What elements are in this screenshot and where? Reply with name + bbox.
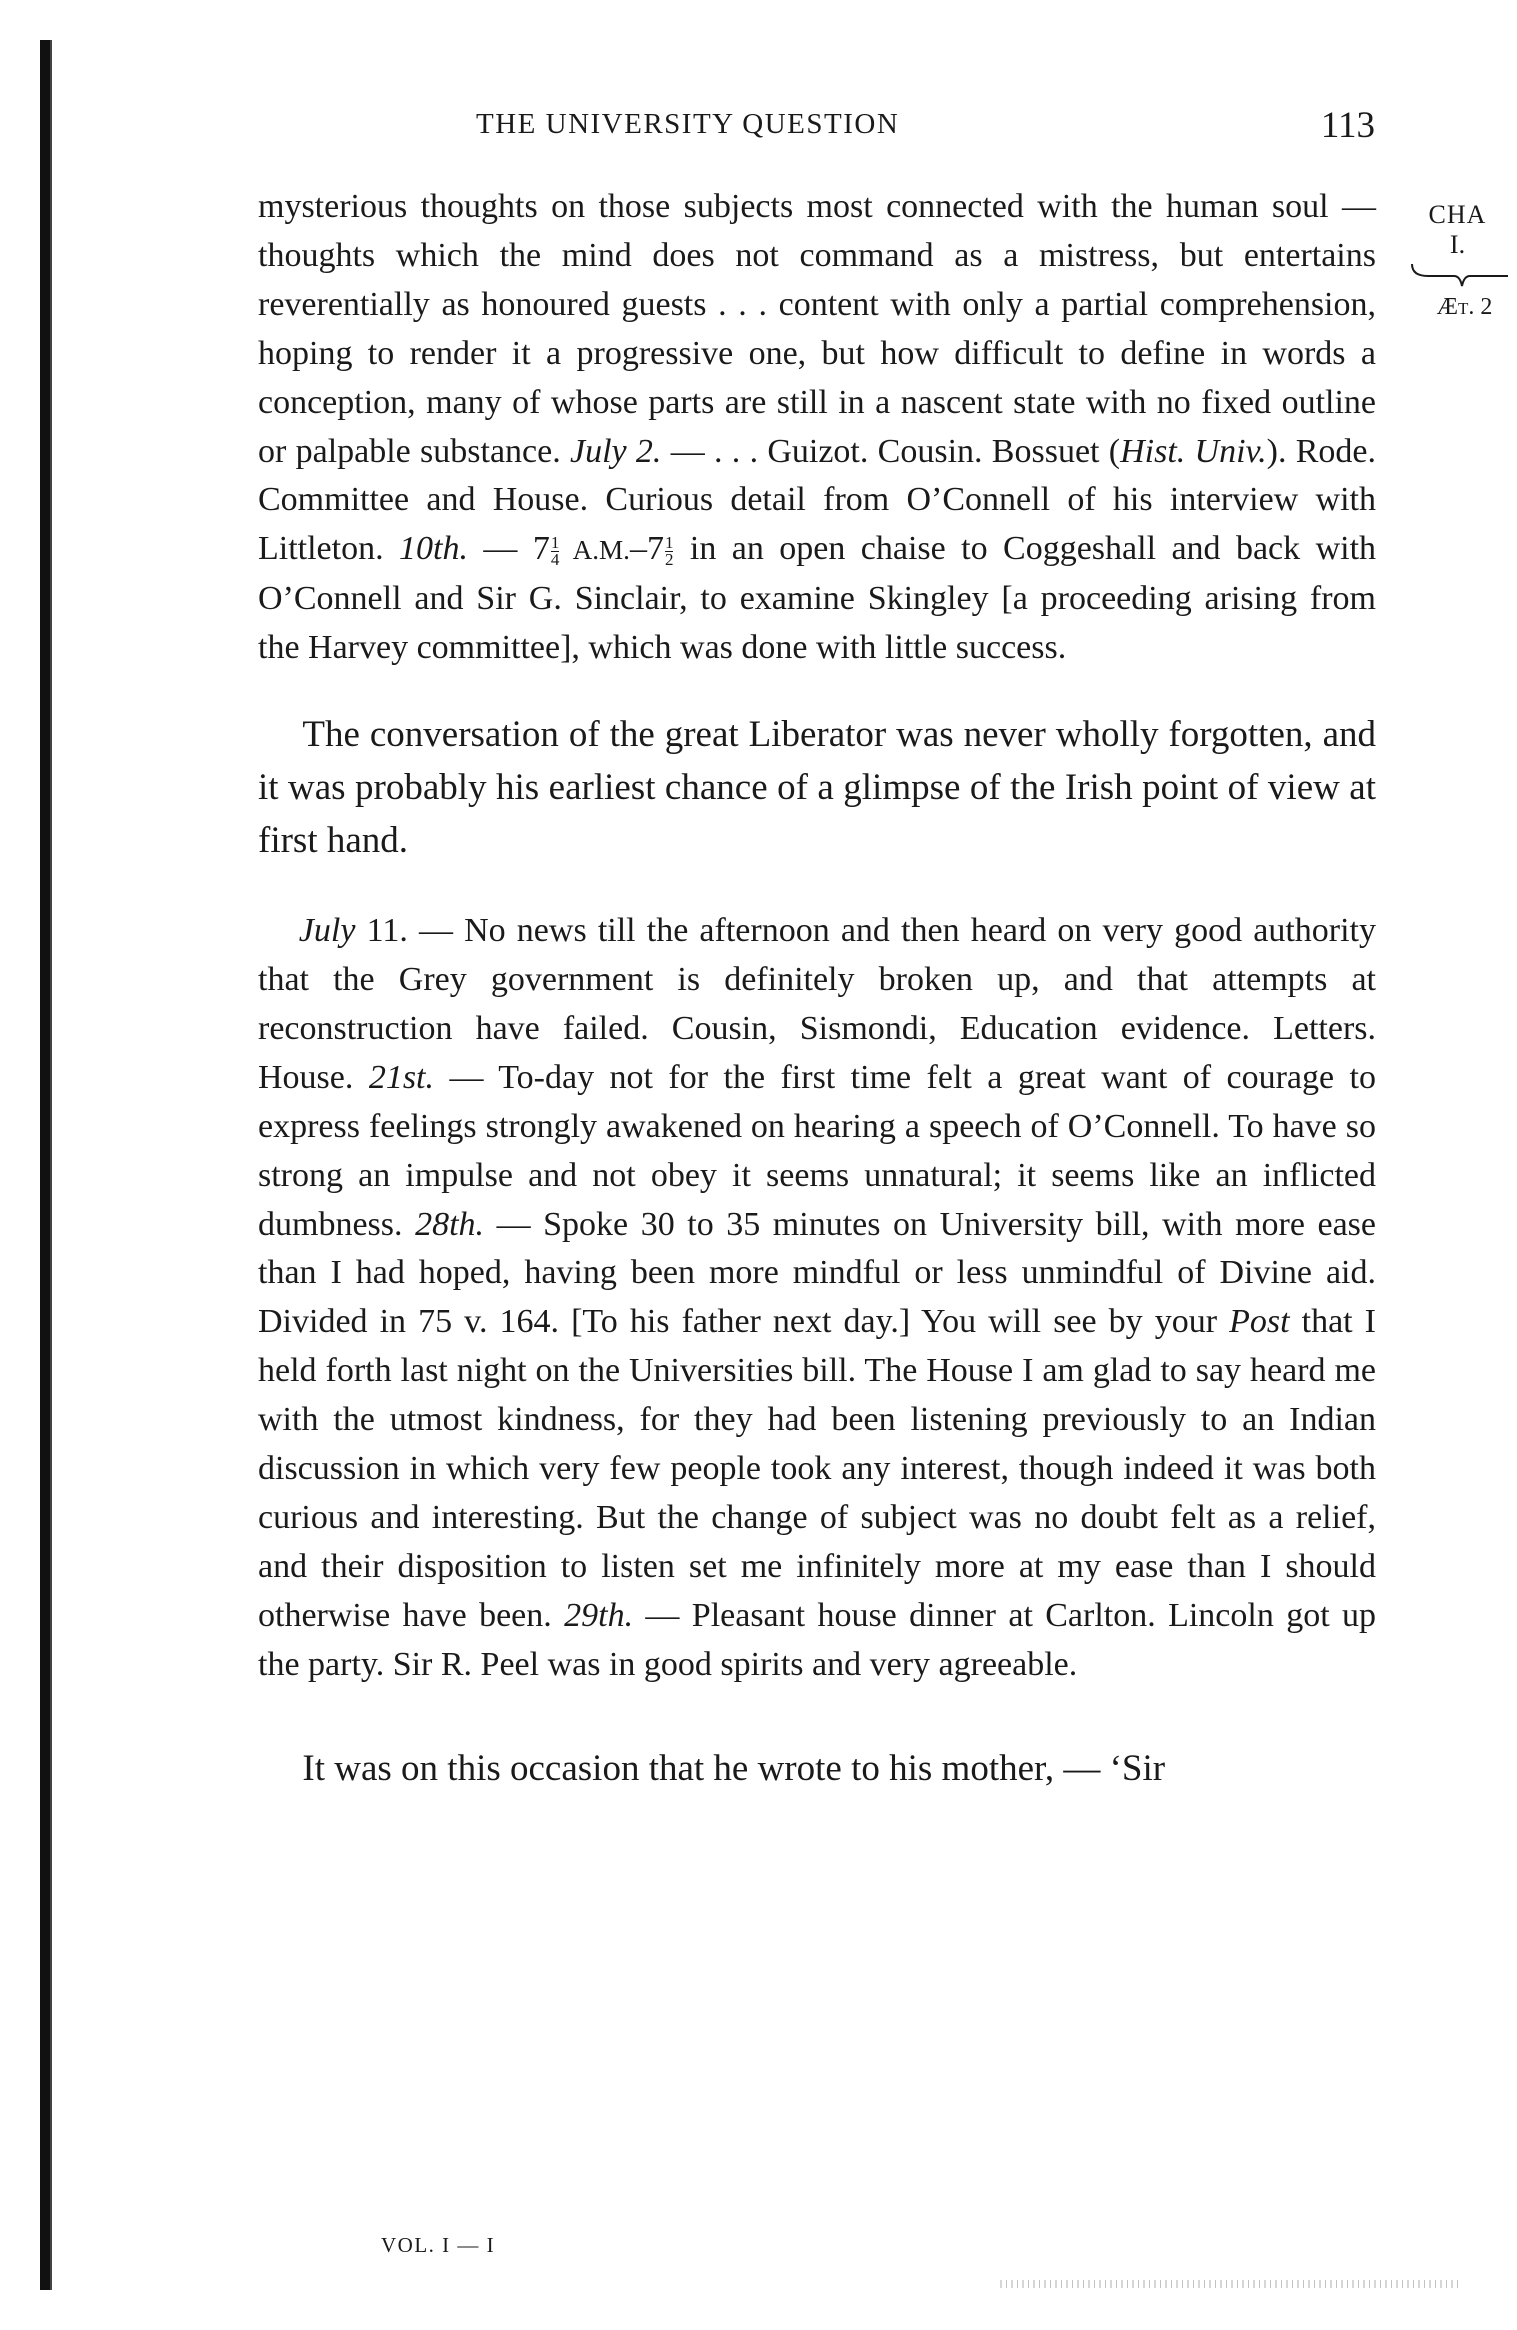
journal-text: mysterious thoughts on those subjects most connected with the human soul — thoughts which the mind does not command as a mistress, but entertains reverentially as honoured guests . . . content with only a partial comprehension, hoping to render it a progressive one, but how difficult to define in words a conception, many of whose parts are still in a nascent state with no fixed outline or palpable substance. (258, 188, 1376, 470)
book-title-hist-univ: Hist. Univ. (1120, 432, 1267, 470)
date-10th: 10th. (399, 530, 468, 568)
journal-text: 11. — No news till the afternoon and then heard on very good authority that the Grey government is definitely broken up, and that attempts at reconstruction have failed. Cousin, Sismondi, Education evidence. Letters. House. (258, 912, 1376, 1096)
journal-entry-july-11-29 (258, 907, 1376, 1690)
page-body (258, 183, 1376, 1795)
scan-artifact (1000, 2280, 1460, 2288)
journal-text: in an open chaise to Coggeshall and back with O’Connell and Sir G. Sinclair, to examine Skingley [a proceeding arising from the Harvey committee], which was done with little success. (258, 530, 1377, 667)
margin-note-chapter: CHA (1428, 200, 1487, 229)
page-number: 113 (1320, 105, 1375, 146)
book-binding-edge (40, 40, 52, 2290)
fraction-quarter: $\frac{1}{4}$ (550, 532, 560, 570)
journal-text: — . . . Guizot. Cousin. Bossuet ( (661, 432, 1121, 470)
date-21st: 21st. (368, 1058, 435, 1096)
narrative-paragraph-final: It was on this occasion that he wrote to his mother, — ‘Sir (302, 1747, 1166, 1789)
journal-text: that I held forth last night on the Universities bill. The House I am glad to say heard me with the utmost kindness, for they had been listening previously to an Indian discussion in which very few people took any interest, though indeed it was both curious and interesting. But the change of subject was no doubt felt as a relief, and their disposition to listen set me infinitely more at my ease than I should otherwise have been. (258, 1303, 1377, 1634)
curly-brace-icon (1408, 260, 1508, 292)
journal-text: — To-day not for the first time felt a great want of courage to express feelings strongly awakened on hearing a speech of O’Connell. To have so strong an impulse and not obey it seems unnatural; it seems like an inflicted dumbness. (258, 1058, 1376, 1243)
newspaper-title-post: Post (1229, 1303, 1290, 1341)
printer-signature-mark: VOL. I — I (381, 2233, 496, 2257)
date-29th: 29th. (564, 1596, 634, 1634)
time-text: –7 (629, 530, 664, 568)
date-july-2: July 2. (570, 432, 662, 470)
time-text: — 7 (467, 530, 550, 568)
narrative-paragraph: The conversation of the great Liberator was never wholly forgotten, and it was probably his earliest chance of a glimpse of the Irish point of view at first hand. (258, 714, 1376, 862)
margin-note (1398, 200, 1517, 322)
journal-entry-july-2-10 (258, 183, 1376, 673)
date-july: July (298, 912, 356, 950)
am-marker: A.M. (560, 535, 630, 566)
running-head (230, 105, 1375, 148)
date-28th: 28th. (415, 1205, 485, 1243)
fraction-half: $\frac{1}{2}$ (664, 532, 674, 570)
journal-text: ). Rode. Committee and House. Curious detail from O’Connell of his interview with Littleton. (258, 432, 1376, 568)
journal-text: — Pleasant house dinner at Carlton. Lincoln got up the party. Sir R. Peel was in good spirits and very agreeable. (258, 1596, 1376, 1683)
margin-note-age: Æt. 2 (1436, 294, 1493, 320)
running-title: THE UNIVERSITY QUESTION (476, 108, 900, 140)
margin-note-chapter-number: I. (1449, 230, 1466, 259)
journal-text: — Spoke 30 to 35 minutes on University bill, with more ease than I had hoped, having been more mindful or less unmindful of Divine aid. Divided in 75 v. 164. [To his father next day.] You will see by your (258, 1205, 1377, 1341)
